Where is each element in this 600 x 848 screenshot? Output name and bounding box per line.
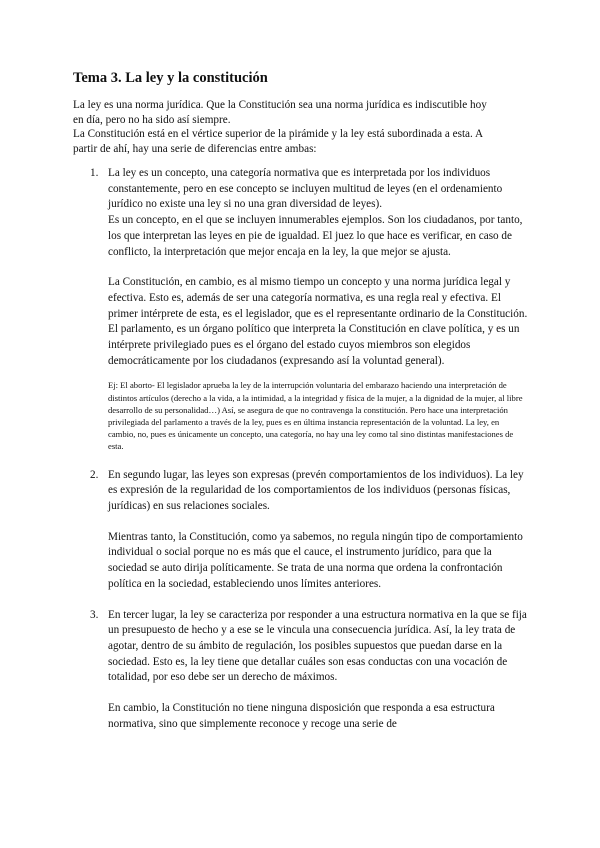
intro-paragraph: La ley es una norma jurídica. Que la Constitución sea una norma jurídica es indiscutible hoy en día, pero no ha sido así siempre. — [73, 99, 487, 126]
item-paragraph: Es un concepto, en el que se incluyen innumerables ejemplos. Son los ciudadanos, por tanto, los que interpretan las leyes en pie de igualdad. El juez lo que hace es verificar, en caso de conflicto, la interpretación que mejor encaja en la ley, la que mejor se ajusta. — [108, 214, 523, 258]
item-paragraph: En tercer lugar, la ley se caracteriza por responder a una estructura normativa en la que se fija un presupuesto de hecho y a ese se le vincula una consecuencia jurídica. Así, la ley trata de agotar, dentro de su ámbito de regulación, los posibles supuestos que puedan darse en la sociedad. Esto es, la ley tiene que detallar cuáles son esas conductas con una vocación de totalidad, por eso debe ser un derecho de máximos. — [108, 608, 527, 684]
item-paragraph: En cambio, la Constitución no tiene ninguna disposición que responda a esa estructura normativa, sino que simplemente reconoce y recoge una serie de — [108, 702, 495, 730]
document-title: Tema 3. La ley y la constitución — [73, 70, 268, 86]
item-paragraph: Mientras tanto, la Constitución, como ya sabemos, no regula ningún tipo de comportamiento individual o social porque no es más que el cauce, el instrumento jurídico, para que la sociedad se auto dirija políticamente. Se trata de una norma que ordena la confrontación política en la sociedad, estableciendo unos límites anteriores. — [108, 530, 523, 590]
intro-section — [73, 98, 493, 156]
list-item-2 — [73, 468, 528, 593]
list-item-number: 3. — [90, 608, 99, 621]
list-item-1 — [73, 166, 528, 453]
item-paragraph: La ley es un concepto, una categoría normativa que es interpretada por los individuos constantemente, pero en ese concepto se incluyen multitud de leyes (en el ordenamiento jurídico no existe una ley si no una gran diversidad de leyes). — [108, 167, 503, 211]
list-item-number: 1. — [90, 167, 99, 179]
list-item-number: 2. — [90, 468, 99, 481]
list-item-3 — [73, 608, 528, 733]
example-note: Ej: El aborto- El legislador aprueba la ley de la interrupción voluntaria del embarazo haciendo una interpretación de distintos artículos (derecho a la vida, a la intimidad, a la integridad y física de la mujer, a la dignidad de la mujer, al libre desarrollo de su personalidad…) Así, se asegura de que no contravenga la constitución. Pero hace una interpretación privilegiada del parlamento a través de la ley, pues es en última instancia representación de la voluntad. La ley, en cambio, no, pues es únicamente un concepto, una categoría, no hay una ley como tal sino distintas manifestaciones de esta. — [108, 380, 523, 452]
item-paragraph: En segundo lugar, las leyes son expresas (prevén comportamientos de los individuos). La ley es expresión de la regularidad de los comportamientos de los individuos (personas físicas, jurídicas) en sus relaciones sociales. — [108, 468, 524, 513]
numbered-list — [73, 166, 528, 733]
intro-paragraph: La Constitución está en el vértice superior de la pirámide y la ley está subordinada a esta. A partir de ahí, hay una serie de diferencias entre ambas: — [73, 128, 483, 155]
item-paragraph: La Constitución, en cambio, es al mismo tiempo un concepto y una norma jurídica legal y efectiva. Esto es, además de ser una categoría normativa, es una regla real y efectiva. El primer intérprete de esta, es el legislador, que es el representante ordinario de la Constitución. El parlamento, es un órgano político que interpreta la Constitución en clave política, y es un intérprete privilegiado pues es el órgano del estado cuyos miembros son elegidos democráticamente por los ciudadanos (expresando así la voluntad general). — [108, 276, 528, 367]
